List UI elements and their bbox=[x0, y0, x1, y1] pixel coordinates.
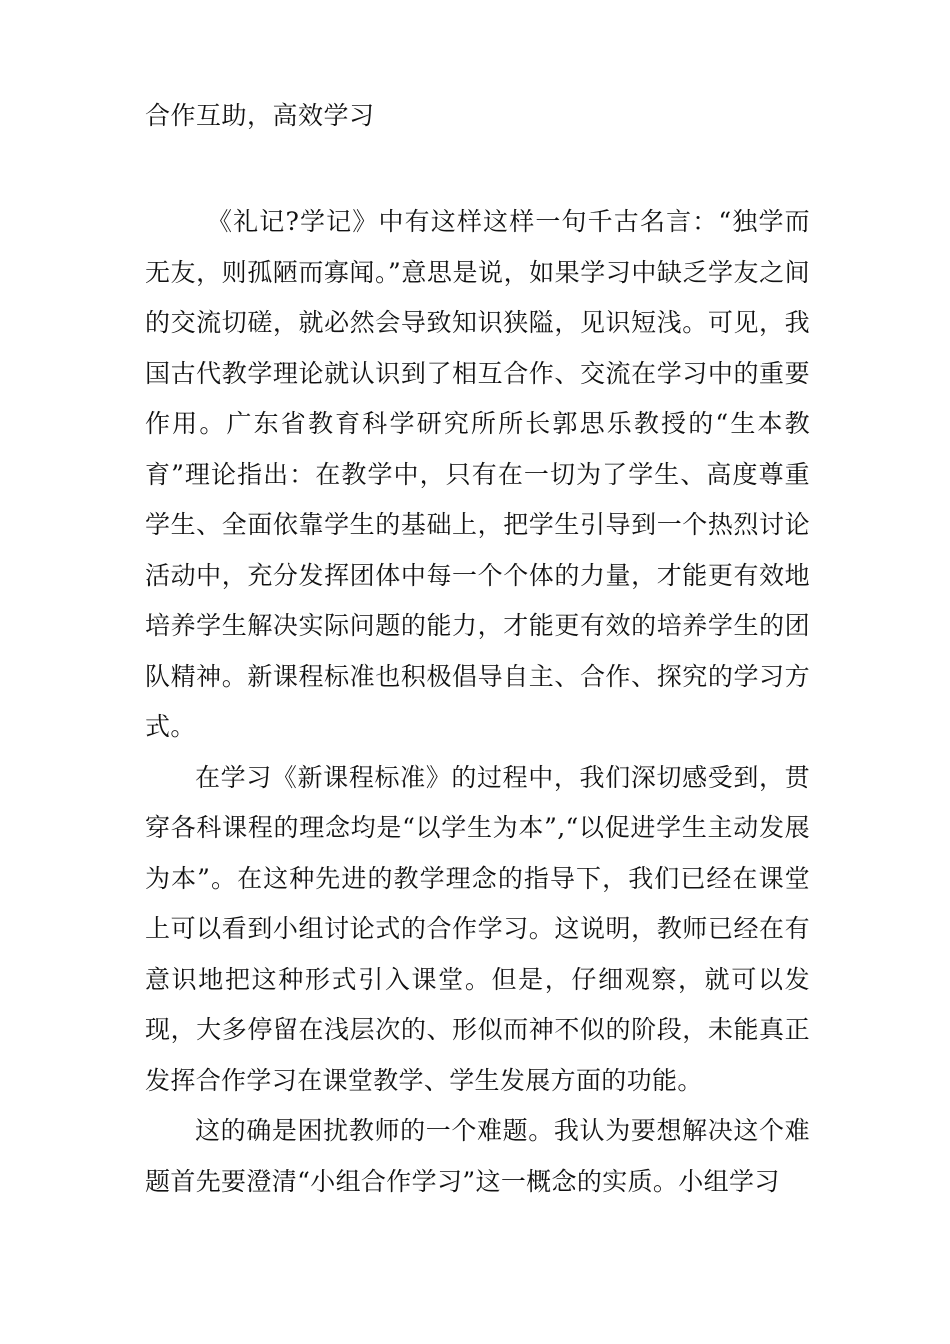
paragraph-1: 《礼记?学记》中有这样这样一句千古名言：“独学而无友，则孤陋而寡闻。”意思是说，如果学习中缺乏学友之间的交流切磋，就必然会导致知识狭隘，见识短浅。可见，我国古代教学理论就认识到了相互合作、交流在学习中的重要作用。广东省教育科学研究所所长郭思乐教授的“生本教育”理论指出：在教学中，只有在一切为了学生、高度尊重学生、全面依靠学生的基础上，把学生引导到一个热烈讨论活动中，充分发挥团体中每一个个体的力量，才能更有效地培养学生解决实际问题的能力，才能更有效的培养学生的团队精神。新课程标准也积极倡导自主、合作、探究的学习方式。 bbox=[145, 207, 810, 741]
paragraph-3: 这的确是困扰教师的一个难题。我认为要想解决这个难题首先要澄清“小组合作学习”这一概念的实质。小组学习 bbox=[145, 1116, 810, 1196]
document-title: 合作互助，高效学习 bbox=[145, 101, 375, 130]
paragraph-2: 在学习《新课程标准》的过程中，我们深切感受到，贯穿各科课程的理念均是“以学生为本”,“以促进学生主动发展为本”。在这种先进的教学理念的指导下，我们已经在课堂上可以看到小组讨论式的合作学习。这说明，教师已经在有意识地把这种形式引入课堂。但是，仔细观察，就可以发现，大多停留在浅层次的、形似而神不似的阶段，未能真正发挥合作学习在课堂教学、学生发展方面的功能。 bbox=[145, 762, 810, 1095]
document-body bbox=[145, 197, 810, 1207]
